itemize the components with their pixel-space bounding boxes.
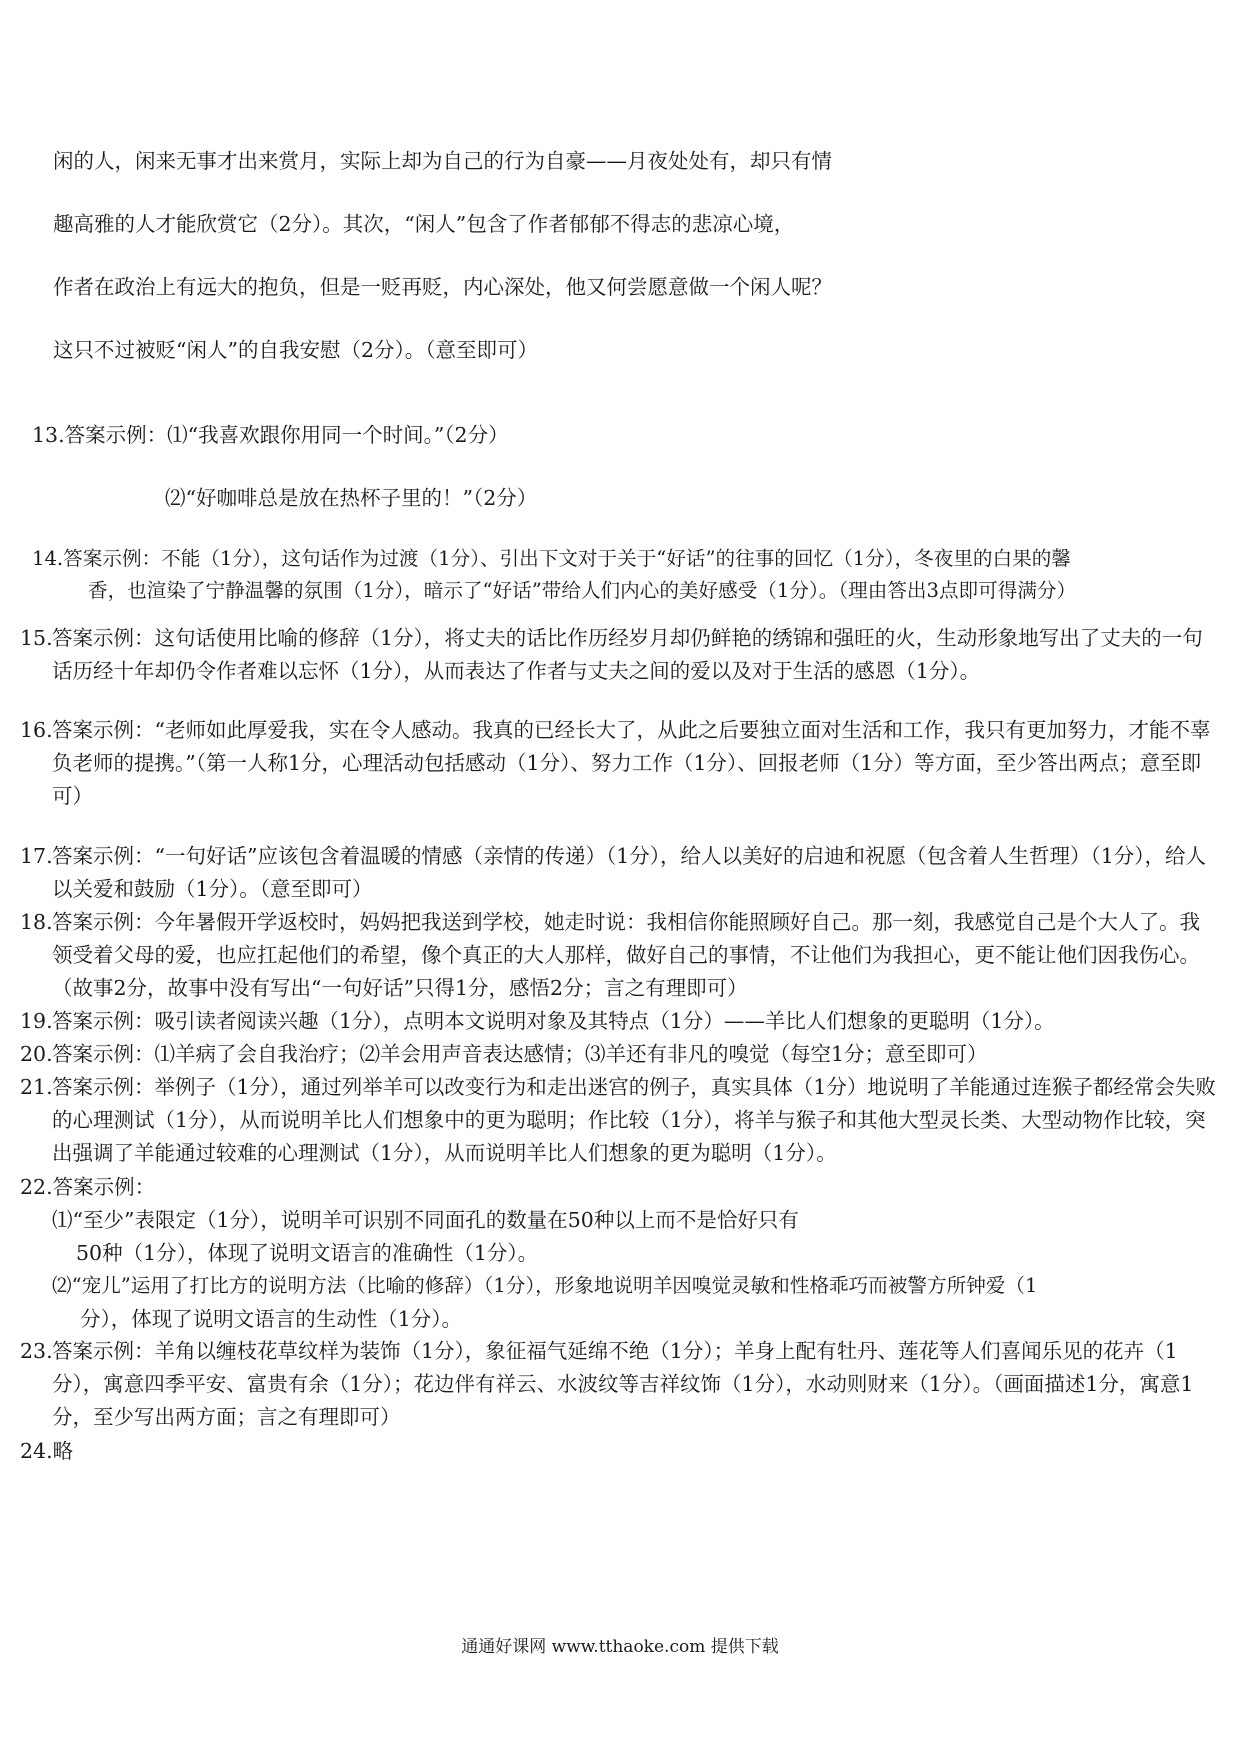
answer-number: 19. [20,1009,53,1033]
answer-text: 答案示例：今年暑假开学返校时，妈妈把我送到学校，她走时说：我相信你能照顾好自己。那一刻，我感觉自己是个大人了。我领受着父母的爱，也应扛起他们的希望，像个真正的大人那样，做好自己的事情，不让他们为我担心，更不能让他们因我伤心。（故事2分，故事中没有写出“一句好话”只得1分，感悟2分；言之有理即可） [52,910,1200,1000]
answer-number: 23. [20,1339,53,1363]
answer-16 [20,714,1220,813]
page-footer: 通通好课网 www.tthaoke.com 提供下载 [461,1637,779,1657]
answer-text: 答案示例：吸引读者阅读兴趣（1分），点明本文说明对象及其特点（1分）——羊比人们想象的更聪明（1分）。 [52,1009,1055,1033]
answer-21 [20,1071,1220,1170]
answer-22-line: 50种（1分），体现了说明文语言的准确性（1分）。 [76,1241,539,1265]
answer-17 [20,840,1220,906]
answer-number: 18. [20,910,53,934]
answer-14-line: 香，也渲染了宁静温馨的氛围（1分），暗示了“好话”带给人们内心的美好感受（1分）。（理由答出3点即可得满分） [88,579,1077,602]
intro-line: 闲的人，闲来无事才出来赏月，实际上却为自己的行为自豪——月夜处处有，却只有情 [53,149,832,173]
answer-18 [20,906,1220,1005]
answer-22-line: ⑴“至少”表限定（1分），说明羊可识别不同面孔的数量在50种以上而不是恰好只有 [52,1208,799,1232]
answer-13-line: 13.答案示例：⑴“我喜欢跟你用同一个时间。”（2分） [32,423,509,447]
answer-22-heading: 22.答案示例： [20,1175,156,1199]
answer-text: 答案示例：羊角以缠枝花草纹样为装饰（1分），象征福气延绵不绝（1分）；羊身上配有牡丹、莲花等人们喜闻乐见的花卉（1分），寓意四季平安、富贵有余（1分）；花边伴有祥云、水波纹等吉祥纹饰（1分），水动则财来（1分）。（画面描述1分，寓意1分，至少写出两方面；言之有理即可） [52,1339,1194,1429]
answer-24: 24.略 [20,1439,74,1463]
intro-line: 这只不过被贬“闲人”的自我安慰（2分）。（意至即可） [53,338,539,362]
answer-number: 17. [20,844,53,868]
answer-number: 16. [20,718,53,742]
answer-14-line: 14.答案示例：不能（1分），这句话作为过渡（1分）、引出下文对于关于“好话”的往事的回忆（1分），冬夜里的白果的馨 [32,547,1071,570]
answer-text: 答案示例：⑴羊病了会自我治疗；⑵羊会用声音表达感情；⑶羊还有非凡的嗅觉（每空1分；意至即可） [52,1042,988,1066]
answer-text: 答案示例：举例子（1分），通过列举羊可以改变行为和走出迷宫的例子，真实具体（1分）地说明了羊能通过连猴子都经常会失败的心理测试（1分），从而说明羊比人们想象中的更为聪明；作比较（1分），将羊与猴子和其他大型灵长类、大型动物作比较，突出强调了羊能通过较难的心理测试（1分），从而说明羊比人们想象的更为聪明（1分）。 [52,1075,1216,1165]
answer-number: 15. [20,626,53,650]
intro-line: 作者在政治上有远大的抱负，但是一贬再贬，内心深处，他又何尝愿意做一个闲人呢？ [53,275,832,299]
answer-number: 21. [20,1075,53,1099]
answer-22-line: 分），体现了说明文语言的生动性（1分）。 [80,1307,463,1331]
answer-23 [20,1335,1220,1434]
answer-text: 答案示例：“一句好话”应该包含着温暖的情感（亲情的传递）（1分），给人以美好的启迪和祝愿（包含着人生哲理）（1分），给人以关爱和鼓励（1分）。（意至即可） [52,844,1207,901]
answer-15 [20,622,1220,688]
answer-text: 答案示例：这句话使用比喻的修辞（1分），将丈夫的话比作历经岁月却仍鲜艳的绣锦和强旺的火，生动形象地写出了丈夫的一句话历经十年却仍令作者难以忘怀（1分），从而表达了作者与丈夫之间的爱以及对于生活的感恩（1分）。 [52,626,1203,683]
intro-line: 趣高雅的人才能欣赏它（2分）。其次，“闲人”包含了作者郁郁不得志的悲凉心境， [53,212,795,236]
answer-20 [20,1038,1220,1071]
answer-22-line: ⑵“宠儿”运用了打比方的说明方法（比喻的修辞）（1分），形象地说明羊因嗅觉灵敏和性格乖巧而被警方所钟爱（1 [52,1274,1038,1297]
answer-13-line: ⑵“好咖啡总是放在热杯子里的！”（2分） [165,486,538,510]
answer-19 [20,1005,1220,1038]
answer-number: 20. [20,1042,53,1066]
answer-text: 答案示例：“老师如此厚爱我，实在令人感动。我真的已经长大了，从此之后要独立面对生活和工作，我只有更加努力，才能不辜负老师的提携。”（第一人称1分，心理活动包括感动（1分）、努力工作（1分）、回报老师（1分）等方面，至少答出两点；意至即可） [52,718,1211,808]
